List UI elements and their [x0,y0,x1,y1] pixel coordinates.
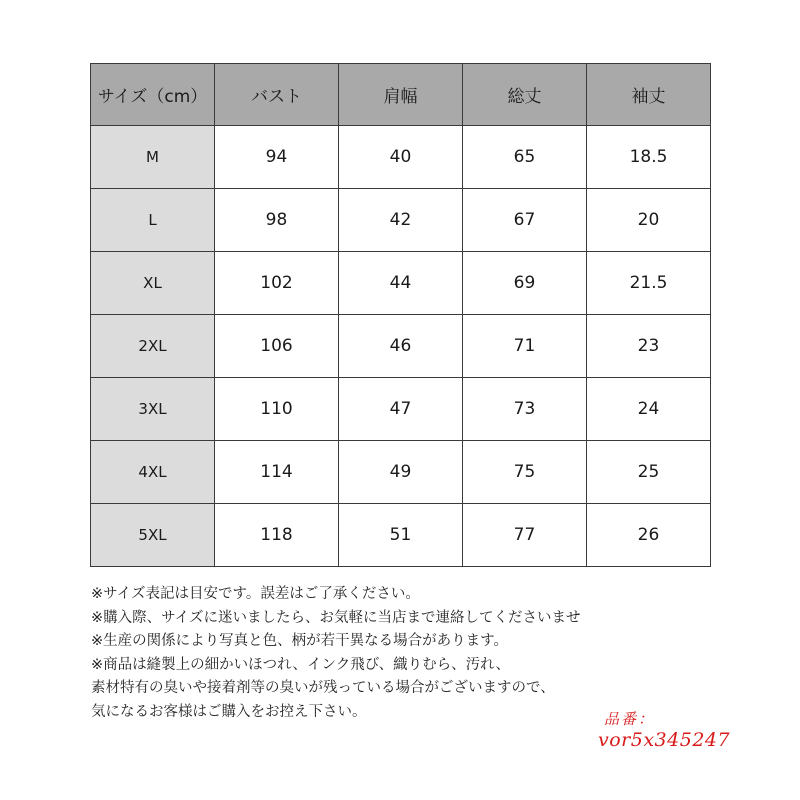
table-row [91,315,711,378]
note-line: ※購入際、サイズに迷いましたら、お気軽に当店まで連絡してくださいませ [91,609,581,626]
bust-cell: 106 [215,315,339,378]
size-cell: 3XL [91,378,215,441]
table-row [91,252,711,315]
header-total-length: 総丈 [463,64,587,126]
length-cell: 75 [463,441,587,504]
table-row [91,504,711,567]
note-line: 素材特有の臭いや接着剤等の臭いが残っている場合がございますので、 [91,680,555,696]
product-code [598,710,730,752]
sleeve-cell: 25 [587,441,711,504]
shoulder-cell: 49 [339,441,463,504]
shoulder-cell: 40 [339,126,463,189]
size-cell: 2XL [91,315,215,378]
table-header-row [91,64,711,126]
length-cell: 73 [463,378,587,441]
shoulder-cell: 51 [339,504,463,567]
sleeve-cell: 18.5 [587,126,711,189]
sleeve-cell: 23 [587,315,711,378]
note-line: ※商品は縫製上の細かいほつれ、インク飛び、織りむら、汚れ、 [91,656,511,673]
header-shoulder-width: 肩幅 [339,64,463,126]
length-cell: 67 [463,189,587,252]
sleeve-cell: 21.5 [587,252,711,315]
size-cell: 5XL [91,504,215,567]
table-row [91,441,711,504]
bust-cell: 110 [215,378,339,441]
header-sleeve-length: 袖丈 [587,64,711,126]
length-cell: 69 [463,252,587,315]
shoulder-cell: 44 [339,252,463,315]
shoulder-cell: 47 [339,378,463,441]
bust-cell: 114 [215,441,339,504]
size-chart-table [90,63,711,567]
shoulder-cell: 42 [339,189,463,252]
header-bust: バスト [215,64,339,126]
bust-cell: 102 [215,252,339,315]
notes-list [91,583,731,724]
size-cell: M [91,126,215,189]
shoulder-cell: 46 [339,315,463,378]
size-cell: XL [91,252,215,315]
table-row [91,378,711,441]
product-code-value: vor5x345247 [598,729,731,751]
length-cell: 71 [463,315,587,378]
header-size: サイズ（cm） [91,64,215,126]
table-row [91,126,711,189]
length-cell: 65 [463,126,587,189]
note-line: ※生産の関係により写真と色、柄が若干異なる場合があります。 [91,633,508,649]
table-row [91,189,711,252]
product-code-label: 品番： [604,710,656,728]
size-cell: 4XL [91,441,215,504]
bust-cell: 118 [215,504,339,567]
sleeve-cell: 20 [587,189,711,252]
bust-cell: 94 [215,126,339,189]
length-cell: 77 [463,504,587,567]
sleeve-cell: 26 [587,504,711,567]
size-cell: L [91,189,215,252]
note-line: 気になるお客様はご購入をお控え下さい。 [91,703,367,720]
bust-cell: 98 [215,189,339,252]
note-line: ※サイズ表記は目安です。誤差はご了承ください。 [91,586,420,602]
sleeve-cell: 24 [587,378,711,441]
